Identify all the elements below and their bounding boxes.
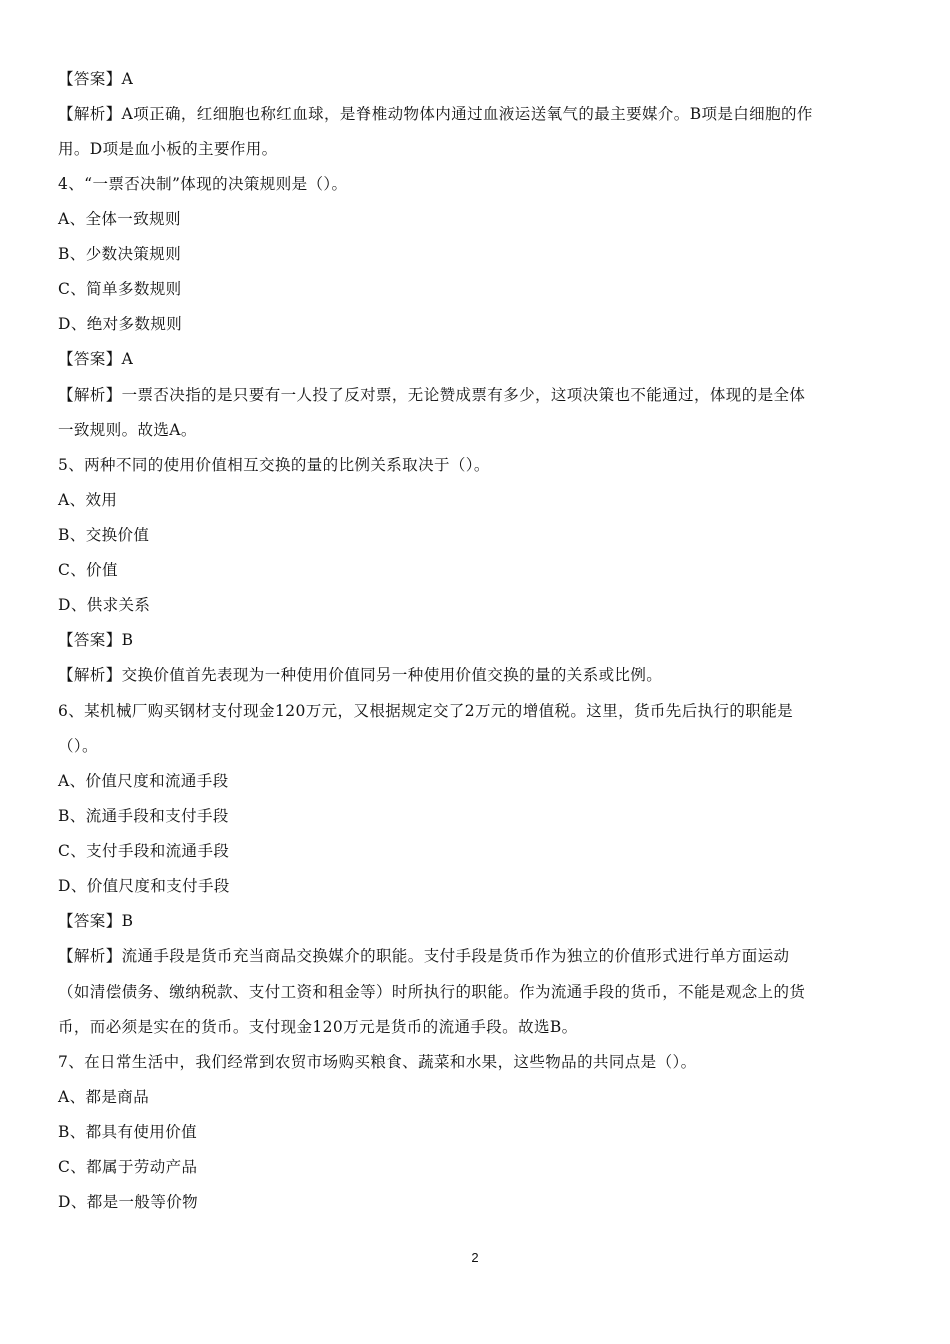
q7-option-c: C、都属于劳动产品 [58, 1158, 198, 1176]
question-7: 7、在日常生活中，我们经常到农贸市场购买粮食、蔬菜和水果，这些物品的共同点是（）。 [58, 1053, 697, 1071]
q6-option-b: B、流通手段和支付手段 [58, 807, 229, 825]
q5-option-c: C、价值 [58, 561, 118, 579]
q5-option-d: D、供求关系 [58, 596, 151, 614]
page-number: 2 [471, 1250, 479, 1265]
explanation-q6-line2: （如清偿债务、缴纳税款、支付工资和租金等）时所执行的职能。作为流通手段的货币，不能是观念上的货 [58, 983, 806, 1001]
q4-option-c: C、简单多数规则 [58, 280, 182, 298]
q5-option-a: A、效用 [58, 491, 118, 509]
explanation-q4-line2: 一致规则。故选A。 [58, 421, 197, 439]
question-6-line1: 6、某机械厂购买钢材支付现金120万元，又根据规定交了2万元的增值税。这里，货币先后执行的职能是 [58, 702, 794, 720]
q6-option-d: D、价值尺度和支付手段 [58, 877, 230, 895]
q7-option-b: B、都具有使用价值 [58, 1123, 197, 1141]
q6-option-a: A、价值尺度和流通手段 [58, 772, 229, 790]
question-6-line2: （）。 [58, 737, 98, 755]
question-5: 5、两种不同的使用价值相互交换的量的比例关系取决于（）。 [58, 456, 490, 474]
q7-option-d: D、都是一般等价物 [58, 1193, 199, 1211]
explanation-q4-line1: 【解析】一票否决指的是只要有一人投了反对票，无论赞成票有多少，这项决策也不能通过，体现的是全体 [58, 386, 806, 404]
answer-q4: 【答案】A [58, 350, 134, 368]
q6-option-c: C、支付手段和流通手段 [58, 842, 230, 860]
q4-option-b: B、少数决策规则 [58, 245, 182, 263]
q7-option-a: A、都是商品 [58, 1088, 150, 1106]
explanation-q5: 【解析】交换价值首先表现为一种使用价值同另一种使用价值交换的量的关系或比例。 [58, 666, 663, 684]
explanation-q3-line2: 用。D项是血小板的主要作用。 [58, 140, 278, 158]
explanation-q6-line3: 币，而必须是实在的货币。支付现金120万元是货币的流通手段。故选B。 [58, 1018, 578, 1036]
question-4: 4、“一票否决制”体现的决策规则是（）。 [58, 175, 348, 193]
q4-option-d: D、绝对多数规则 [58, 315, 183, 333]
explanation-q6-line1: 【解析】流通手段是货币充当商品交换媒介的职能。支付手段是货币作为独立的价值形式进行单方面运动 [58, 947, 790, 965]
answer-q5: 【答案】B [58, 631, 134, 649]
explanation-q3-line1: 【解析】A项正确，红细胞也称红血球，是脊椎动物体内通过血液运送氧气的最主要媒介。B项是白细胞的作 [58, 105, 813, 123]
answer-q6: 【答案】B [58, 912, 134, 930]
answer-q3: 【答案】A [58, 70, 134, 88]
q4-option-a: A、全体一致规则 [58, 210, 181, 228]
q5-option-b: B、交换价值 [58, 526, 150, 544]
